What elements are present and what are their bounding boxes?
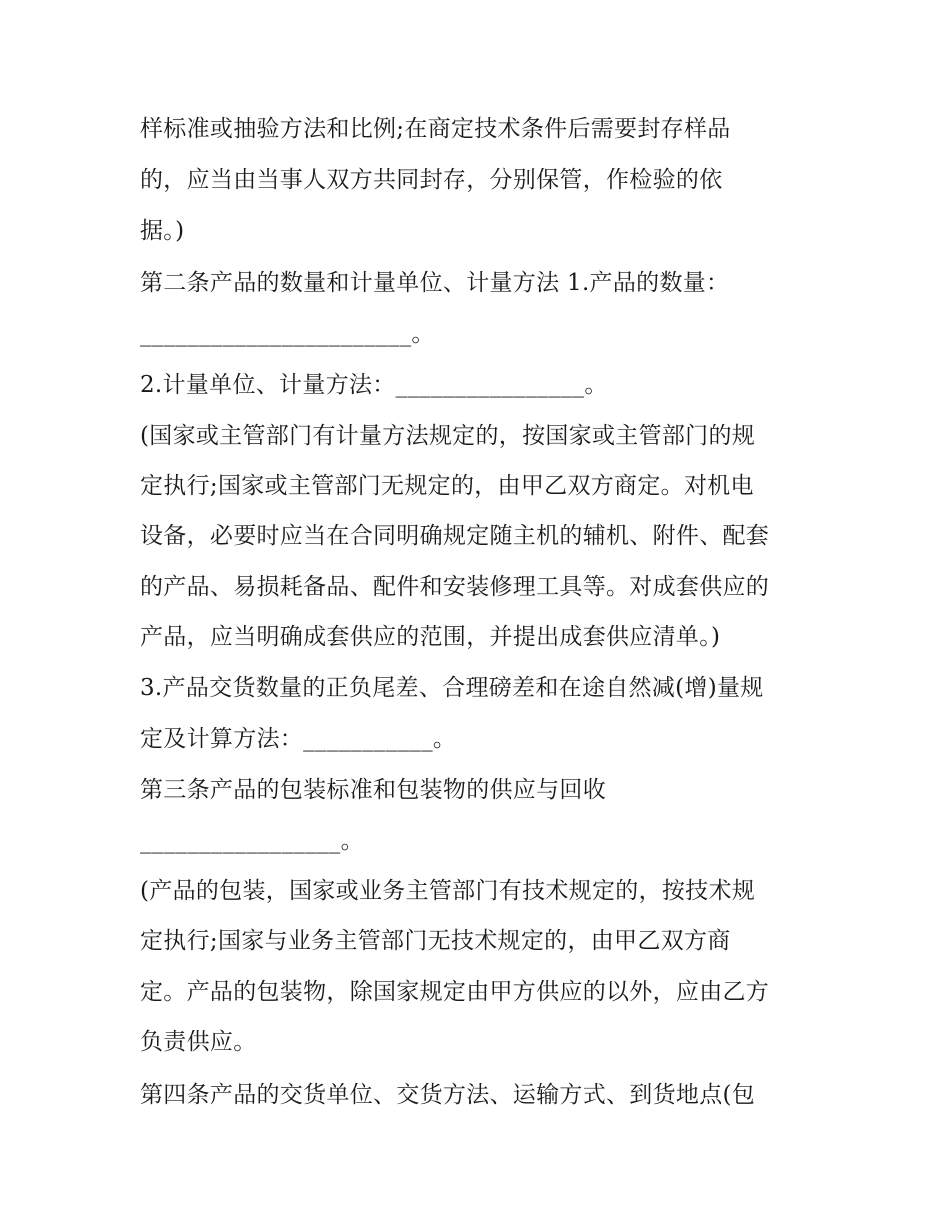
text-line: 2.计量单位、计量方法：________________。 [140, 372, 608, 398]
text-line: 第三条产品的包装标准和包装物的供应与回收 [140, 777, 606, 803]
text-line: 定执行;国家与业务主管部门无技术规定的，由甲乙双方商 [140, 928, 731, 954]
text-line: 定及计算方法：___________。 [140, 726, 457, 752]
text-line: (国家或主管部门有计量方法规定的，按国家或主管部门的规 [140, 423, 756, 449]
text-line: 的，应当由当事人双方共同封存，分别保管，作检验的依 [140, 167, 723, 193]
text-line: 设备，必要时应当在合同明确规定随主机的辅机、附件、配套 [140, 523, 770, 549]
text-line: 第四条产品的交货单位、交货方法、运输方式、到货地点(包 [140, 1082, 756, 1108]
text-line: 第二条产品的数量和计量单位、计量方法 1.产品的数量： [140, 270, 730, 296]
text-line: 3.产品交货数量的正负尾差、合理磅差和在途自然减(增)量规 [140, 675, 764, 701]
text-line: 产品，应当明确成套供应的范围，并提出成套供应清单。) [140, 624, 721, 650]
text-line: (产品的包装，国家或业务主管部门有技术规定的，按技术规 [140, 878, 756, 904]
text-line: 定。产品的包装物，除国家规定由甲方供应的以外，应由乙方 [140, 979, 770, 1005]
text-line: 样标准或抽验方法和比例;在商定技术条件后需要封存样品 [140, 116, 731, 142]
text-line: _______________________。 [140, 321, 435, 347]
text-line: 的产品、易损耗备品、配件和安装修理工具等。对成套供应的 [140, 574, 770, 600]
text-line: 据。) [140, 218, 185, 244]
text-line: 负责供应。 [140, 1029, 257, 1055]
text-line: 定执行;国家或主管部门无规定的，由甲乙双方商定。对机电 [140, 473, 754, 499]
text-line: _________________。 [140, 828, 364, 854]
